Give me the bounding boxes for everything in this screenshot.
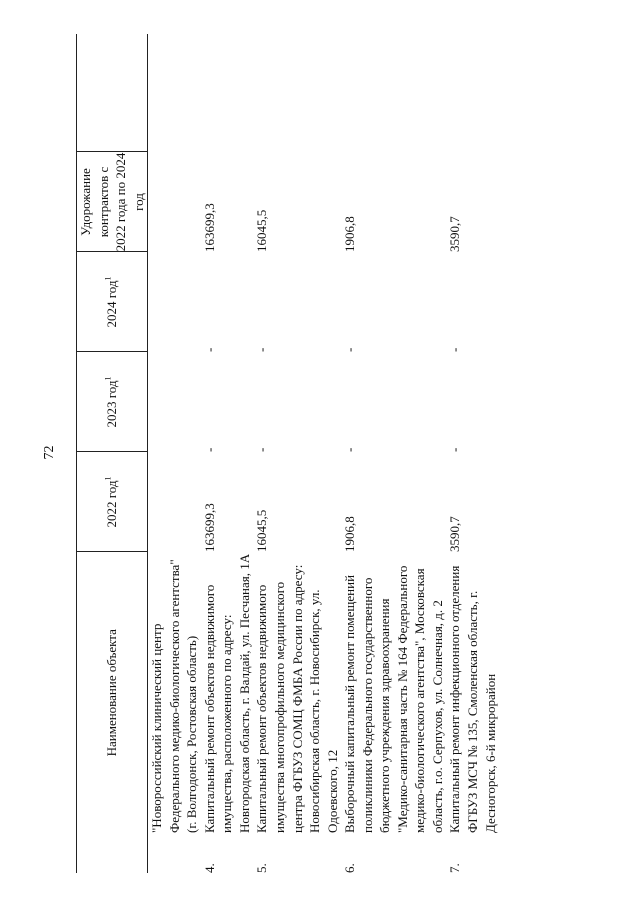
header-name: Наименование объекта [77, 552, 148, 833]
table-header-row [77, 34, 148, 873]
row-name: Капитальный ремонт объектов недвижимого имущества многопрофильного медицинского центра ФГБУЗ СОМЦ ФМБА России по адресу: Новосибирская область, г. Новосибирск, ул. Одоевского, 12 [254, 564, 340, 833]
row-2024: - [447, 347, 463, 352]
header-2022: 2022 год$^1$ [77, 452, 148, 552]
row-2022: 1906,8 [342, 516, 358, 552]
row-2024: - [254, 347, 270, 352]
row-2023: - [254, 447, 270, 452]
page-number: 72 [42, 445, 57, 460]
row-num [148, 833, 201, 873]
row-2022: 163699,3 [201, 503, 217, 552]
row-increase [148, 152, 201, 252]
table-row [148, 34, 201, 873]
row-increase: 1906,8 [342, 216, 358, 252]
header-2023: 2023 год$^1$ [77, 352, 148, 452]
row-2024: - [201, 347, 217, 352]
row-2023: - [342, 447, 358, 452]
table-row [253, 34, 341, 873]
row-2022: 16045,5 [254, 509, 270, 552]
table-row [446, 34, 499, 873]
row-2022: 3590,7 [447, 516, 463, 552]
row-increase: 163699,3 [201, 203, 217, 252]
row-name: "Новороссийский клинический центр Федерального медико-биологического агентства" (г. Волгодонск, Ростовская область) [149, 559, 200, 833]
row-2022 [148, 452, 201, 552]
row-num: 7. [447, 863, 463, 873]
row-2024: - [342, 347, 358, 352]
header-spacer [77, 34, 148, 152]
row-num: 6. [342, 863, 358, 873]
header-num [77, 833, 148, 873]
row-2023 [148, 352, 201, 452]
row-2023: - [447, 447, 463, 452]
row-increase: 3590,7 [447, 216, 463, 252]
row-num: 5. [254, 863, 270, 873]
header-2024: 2024 год$^1$ [77, 252, 148, 352]
row-num: 4. [201, 863, 217, 873]
contracts-table [76, 34, 499, 873]
row-name: Капитальный ремонт объектов недвижимого имущества, расположенного по адресу: Новгородская область, г. Валдай, ул. Песчаная, 1А [201, 553, 252, 833]
row-name: Капитальный ремонт инфекционного отделения ФГБУЗ МСЧ № 135, Смоленская область, г. Десногорск, 6-й микрорайон [447, 565, 498, 833]
row-2023: - [201, 447, 217, 452]
table-row [341, 34, 446, 873]
row-name: Выборочный капитальный ремонт помещений поликлиники Федерального государственного бюджетного учреждения здравоохранения "Медико-санитарная часть № 164 Федерального медико-биологического агентства", Московская область, г.о. Серпухов, ул. Солнечная, д. 2 [342, 565, 445, 833]
table-row [201, 34, 254, 873]
row-increase: 16045,5 [254, 209, 270, 252]
header-increase: Удорожание контрактов с 2022 года по 2024 год [77, 152, 148, 252]
row-2024 [148, 252, 201, 352]
